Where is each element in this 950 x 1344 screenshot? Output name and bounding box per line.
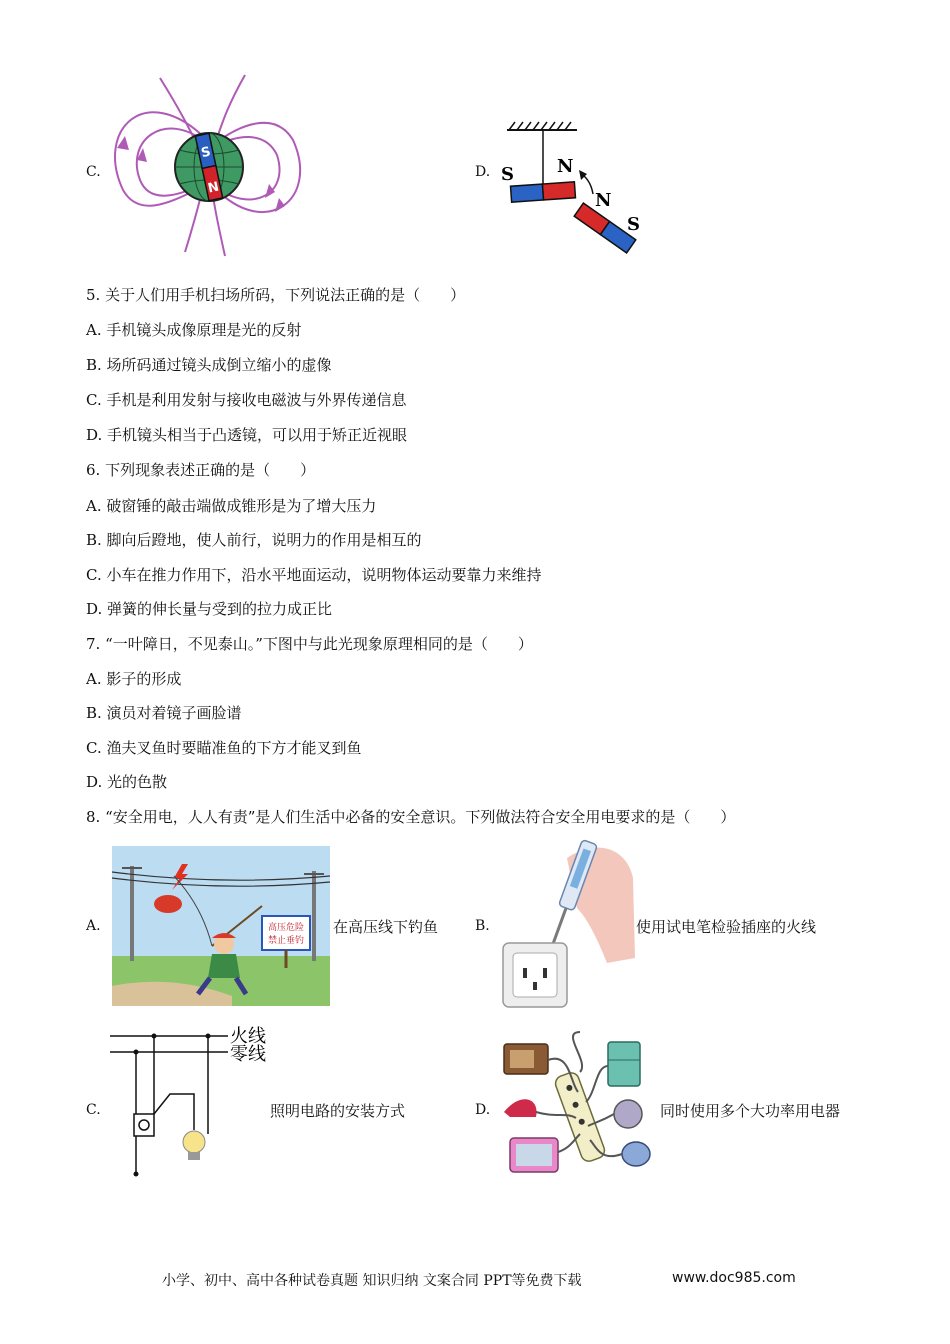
q6-option-a: A. 破窗锤的敲击端做成锥形是为了增大压力 [86,497,377,515]
option-d-label: D. [475,164,491,180]
earth-magnet-n-label: N [206,179,221,197]
q8-option-c-label: C. [86,1102,101,1118]
q5-option-d: D. 手机镜头相当于凸透镜，可以用于矫正近视眼 [86,426,408,444]
q8-stem: 8. “安全用电，人人有责”是人们生活中必备的安全意识。下列做法符合安全用电要求的是（ ） [86,808,736,826]
q5-option-a: A. 手机镜头成像原理是光的反射 [86,321,302,339]
q6-option-d: D. 弹簧的伸长量与受到的拉力成正比 [86,600,333,618]
q6-option-b: B. 脚向后蹬地，使人前行，说明力的作用是相互的 [86,531,422,549]
q8-option-d-caption: 同时使用多个大功率用电器 [660,1102,841,1120]
q5-option-b: B. 场所码通过镜头成倒立缩小的虚像 [86,356,332,374]
footer-text: 小学、初中、高中各种试卷真题 知识归纳 文案合同 PPT等免费下载 [162,1273,582,1289]
q7-option-c: C. 渔夫叉鱼时要瞄准鱼的下方才能叉到鱼 [86,739,362,757]
q8-option-b-caption: 使用试电笔检验插座的火线 [636,918,817,936]
lower-magnet-n-label: N [595,190,612,211]
q8-option-a-label: A. [86,918,101,934]
test-pen-socket-image [497,838,637,1010]
lighting-circuit-diagram [110,1022,280,1182]
lower-magnet-s-label: S [627,214,640,235]
footer-url[interactable]: www.doc985.com [672,1270,796,1286]
q7-option-a: A. 影子的形成 [86,670,182,688]
q7-option-d: D. 光的色散 [86,773,168,791]
warning-sign-line2: 禁止垂钓 [267,936,305,946]
fishing-under-power-line-image [112,846,330,1006]
q8-option-b-label: B. [475,918,490,934]
q8-option-c-caption: 照明电路的安装方式 [270,1102,406,1120]
hang-magnet-s-label: S [501,164,514,185]
warning-sign-line1: 高压危险 [267,923,305,933]
q8-option-a-caption: 在高压线下钓鱼 [333,918,439,936]
hanging-magnet-figure [495,118,655,263]
overloaded-power-strip-image [500,1022,660,1177]
earth-magnet-s-label: S [199,144,213,162]
hang-magnet-n-label: N [557,156,574,177]
q6-option-c: C. 小车在推力作用下，沿水平地面运动，说明物体运动要靠力来维持 [86,566,542,584]
option-c-label: C. [86,164,101,180]
q8-option-d-label: D. [475,1102,491,1118]
live-wire-label: 火线 [230,1026,266,1047]
q6-stem: 6. 下列现象表述正确的是（ ） [86,461,316,479]
neutral-wire-label: 零线 [230,1044,266,1065]
q5-option-c: C. 手机是利用发射与接收电磁波与外界传递信息 [86,391,407,409]
q5-stem: 5. 关于人们用手机扫场所码，下列说法正确的是（ ） [86,286,466,304]
q7-stem: 7. “一叶障日，不见泰山。”下图中与此光现象原理相同的是（ ） [86,635,533,653]
earth-magnetic-field-figure [105,70,315,260]
q7-option-b: B. 演员对着镜子画脸谱 [86,704,242,722]
